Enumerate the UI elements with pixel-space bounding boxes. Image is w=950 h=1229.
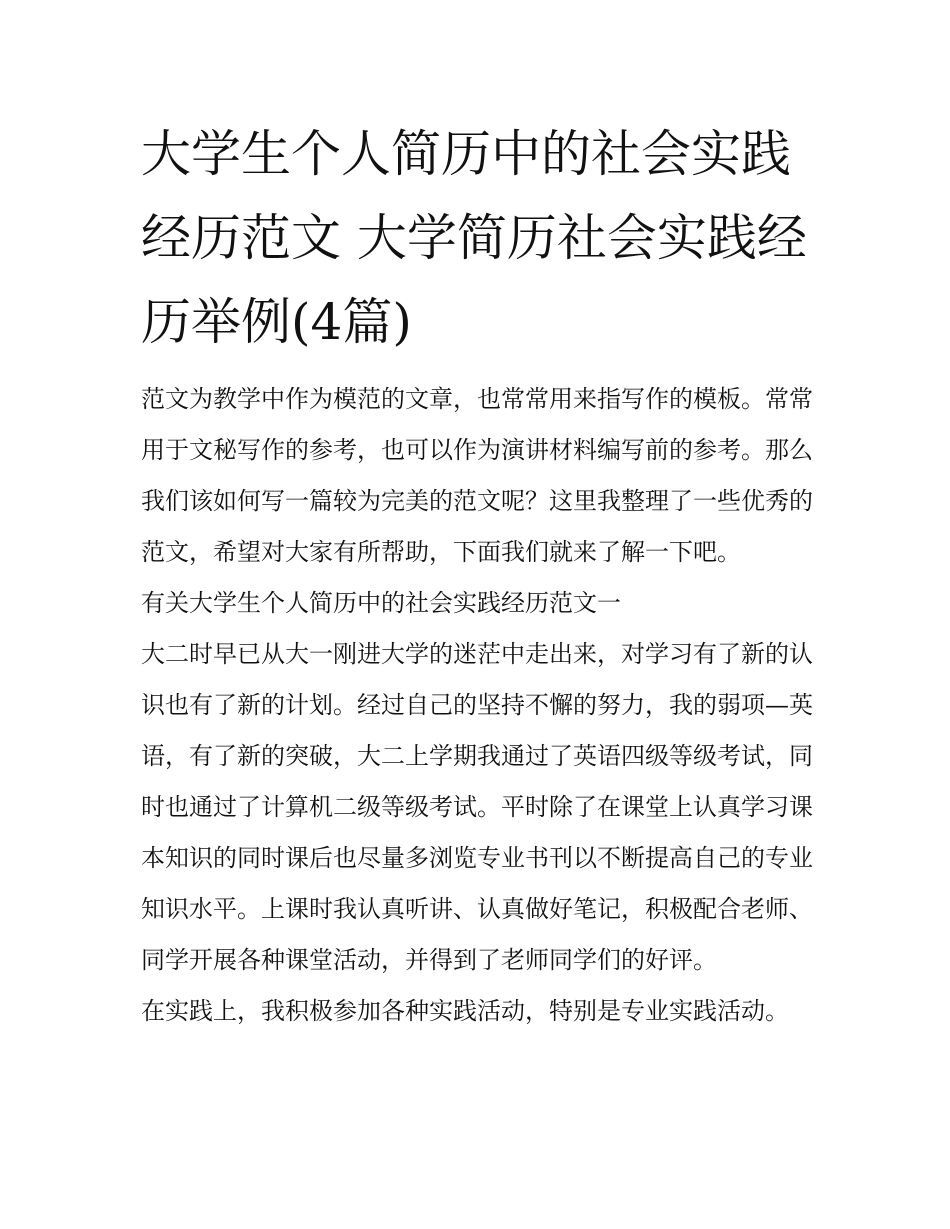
document-page bbox=[141, 112, 813, 1037]
section-heading: 有关大学生个人简历中的社会实践经历范文一 bbox=[141, 589, 621, 617]
paragraph-intro: 范文为教学中作为模范的文章，也常常用来指写作的模板。常常用于文秘写作的参考，也可以作为演讲材料编写前的参考。那么我们该如何写一篇较为完美的范文呢？这里我整理了一些优秀的范文，希望对大家有所帮助，下面我们就来了解一下吧。 bbox=[141, 385, 813, 566]
paragraph-study: 大二时早已从大一刚进大学的迷茫中走出来，对学习有了新的认识也有了新的计划。经过自己的坚持不懈的努力，我的弱项—英语，有了新的突破，大二上学期我通过了英语四级等级考试，同时也通过了计算机二级等级考试。平时除了在课堂上认真学习课本知识的同时课后也尽量多浏览专业书刊以不断提高自己的专业知识水平。上课时我认真听讲、认真做好笔记，积极配合老师、同学开展各种课堂活动，并得到了老师同学们的好评。 bbox=[141, 640, 813, 974]
document-title: 大学生个人简历中的社会实践经历范文 大学简历社会实践经历举例(4篇) bbox=[141, 125, 807, 351]
document-body bbox=[141, 374, 813, 1037]
paragraph-practice: 在实践上，我积极参加各种实践活动，特别是专业实践活动。 bbox=[141, 997, 789, 1025]
